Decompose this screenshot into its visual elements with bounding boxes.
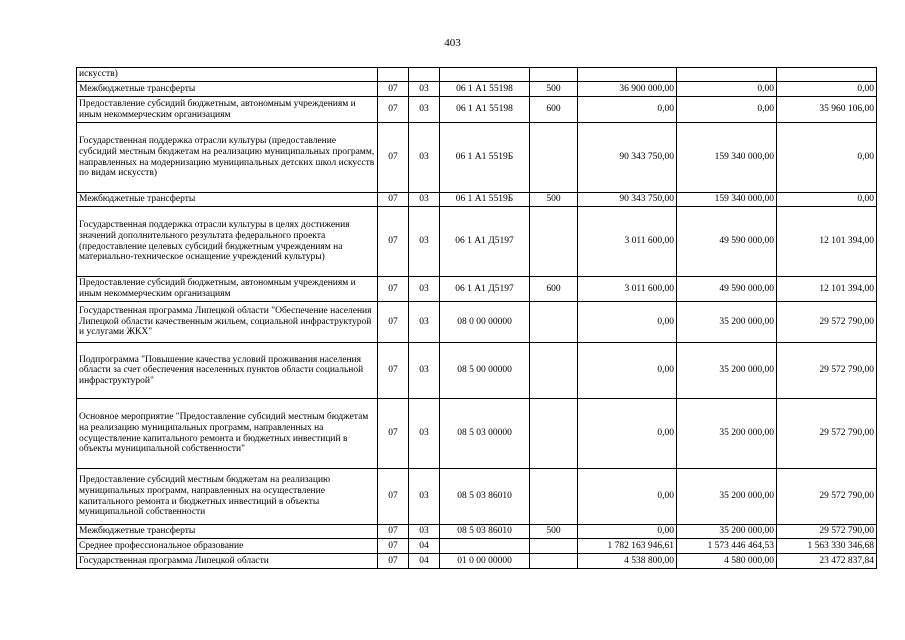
row-target-article: 06 1 А1 5519Б: [440, 123, 530, 193]
row-amount-1: 0,00: [578, 97, 677, 123]
row-amount-2: 159 340 000,00: [677, 123, 777, 193]
row-amount-3: [777, 68, 877, 82]
row-name: Государственная программа Липецкой области: [77, 554, 378, 569]
row-razdel: 07: [378, 469, 409, 525]
row-razdel: 07: [378, 343, 409, 399]
row-amount-1: [578, 68, 677, 82]
row-expense-type: [530, 343, 578, 399]
row-podrazdel: 03: [409, 123, 440, 193]
row-expense-type: 500: [530, 525, 578, 539]
row-amount-2: 35 200 000,00: [677, 399, 777, 469]
table-row: [77, 399, 877, 469]
row-podrazdel: 03: [409, 277, 440, 302]
row-razdel: 07: [378, 399, 409, 469]
row-target-article: 01 0 00 00000: [440, 554, 530, 569]
row-expense-type: [530, 399, 578, 469]
row-amount-1: 0,00: [578, 302, 677, 343]
row-amount-2: 49 590 000,00: [677, 207, 777, 277]
row-podrazdel: 04: [409, 539, 440, 554]
row-amount-2: 49 590 000,00: [677, 277, 777, 302]
row-amount-1: 0,00: [578, 399, 677, 469]
row-podrazdel: 03: [409, 399, 440, 469]
row-expense-type: [530, 123, 578, 193]
row-expense-type: 500: [530, 193, 578, 207]
row-expense-type: 600: [530, 277, 578, 302]
row-target-article: 06 1 А1 55198: [440, 82, 530, 97]
row-expense-type: 500: [530, 82, 578, 97]
row-amount-1: 4 538 800,00: [578, 554, 677, 569]
row-name: Предоставление субсидий бюджетным, автономным учреждениям и иным некоммерческим организациям: [77, 277, 378, 302]
row-name: Межбюджетные трансферты: [77, 525, 378, 539]
row-amount-3: 0,00: [777, 123, 877, 193]
row-target-article: [440, 539, 530, 554]
table-row: [77, 525, 877, 539]
budget-table: [76, 67, 877, 569]
table-row: [77, 82, 877, 97]
row-razdel: 07: [378, 525, 409, 539]
row-name: Государственная программа Липецкой области "Обеспечение населения Липецкой области качественным жильем, социальной инфраструктурой и услугами ЖКХ": [77, 302, 378, 343]
row-name: Государственная поддержка отрасли культуры (предоставление субсидий местным бюджетам на реализацию муниципальных программ, направленных на модернизацию муниципальных детских школ искусств по видам искусств): [77, 123, 378, 193]
row-amount-1: 1 782 163 946,61: [578, 539, 677, 554]
row-razdel: [378, 68, 409, 82]
row-amount-1: 0,00: [578, 469, 677, 525]
row-name: Государственная поддержка отрасли культуры в целях достижения значений дополнительного результата федерального проекта (предоставление целевых субсидий бюджетным учреждениям на материально-техническое оснащение учреждений культуры): [77, 207, 378, 277]
row-amount-3: 0,00: [777, 82, 877, 97]
row-name: Межбюджетные трансферты: [77, 193, 378, 207]
table-row: [77, 277, 877, 302]
row-name: Основное мероприятие "Предоставление субсидий местным бюджетам на реализацию муниципальных программ, направленных на осуществление капитального ремонта и бюджетных инвестиций в объекты муниципальной собственности": [77, 399, 378, 469]
row-amount-1: 3 011 600,00: [578, 277, 677, 302]
row-target-article: 08 0 00 00000: [440, 302, 530, 343]
row-amount-2: 159 340 000,00: [677, 193, 777, 207]
row-target-article: 08 5 03 86010: [440, 469, 530, 525]
table-row: [77, 539, 877, 554]
row-razdel: 07: [378, 123, 409, 193]
row-razdel: 07: [378, 82, 409, 97]
row-razdel: 07: [378, 193, 409, 207]
table-row: [77, 68, 877, 82]
row-podrazdel: [409, 68, 440, 82]
row-amount-2: 0,00: [677, 97, 777, 123]
row-amount-2: 1 573 446 464,53: [677, 539, 777, 554]
table-row: [77, 469, 877, 525]
row-amount-1: 0,00: [578, 343, 677, 399]
row-name: Межбюджетные трансферты: [77, 82, 378, 97]
row-razdel: 07: [378, 554, 409, 569]
row-podrazdel: 03: [409, 469, 440, 525]
row-amount-3: 29 572 790,00: [777, 399, 877, 469]
row-expense-type: [530, 302, 578, 343]
row-expense-type: [530, 207, 578, 277]
row-amount-1: 90 343 750,00: [578, 193, 677, 207]
row-amount-2: 35 200 000,00: [677, 302, 777, 343]
row-amount-3: 29 572 790,00: [777, 302, 877, 343]
row-name: искусств): [77, 68, 378, 82]
row-amount-1: 36 900 000,00: [578, 82, 677, 97]
row-target-article: 08 5 03 00000: [440, 399, 530, 469]
row-name: Предоставление субсидий местным бюджетам на реализацию муниципальных программ, направленных на осуществление капитального ремонта и бюджетных инвестиций в объекты муниципальной собственности: [77, 469, 378, 525]
row-name: Предоставление субсидий бюджетным, автономным учреждениям и иным некоммерческим организациям: [77, 97, 378, 123]
row-amount-3: 12 101 394,00: [777, 207, 877, 277]
row-amount-2: 35 200 000,00: [677, 469, 777, 525]
row-target-article: 06 1 А1 55198: [440, 97, 530, 123]
row-amount-2: 35 200 000,00: [677, 343, 777, 399]
row-amount-1: 90 343 750,00: [578, 123, 677, 193]
row-name: Среднее профессиональное образование: [77, 539, 378, 554]
row-expense-type: [530, 469, 578, 525]
row-amount-3: 29 572 790,00: [777, 469, 877, 525]
row-amount-2: 0,00: [677, 82, 777, 97]
table-row: [77, 302, 877, 343]
row-target-article: 06 1 А1 5519Б: [440, 193, 530, 207]
row-amount-3: 23 472 837,84: [777, 554, 877, 569]
table-row: [77, 343, 877, 399]
page-number: 403: [444, 37, 461, 49]
row-podrazdel: 03: [409, 302, 440, 343]
row-razdel: 07: [378, 539, 409, 554]
row-razdel: 07: [378, 302, 409, 343]
row-expense-type: [530, 539, 578, 554]
row-amount-3: 12 101 394,00: [777, 277, 877, 302]
row-target-article: 08 5 03 86010: [440, 525, 530, 539]
row-target-article: [440, 68, 530, 82]
row-amount-1: 0,00: [578, 525, 677, 539]
row-target-article: 08 5 00 00000: [440, 343, 530, 399]
table-row: [77, 193, 877, 207]
row-podrazdel: 04: [409, 554, 440, 569]
row-amount-3: 35 960 106,00: [777, 97, 877, 123]
row-expense-type: [530, 554, 578, 569]
table-row: [77, 207, 877, 277]
row-podrazdel: 03: [409, 207, 440, 277]
row-podrazdel: 03: [409, 82, 440, 97]
row-target-article: 06 1 А1 Д5197: [440, 207, 530, 277]
row-razdel: 07: [378, 97, 409, 123]
row-amount-2: 35 200 000,00: [677, 525, 777, 539]
table-row: [77, 123, 877, 193]
row-podrazdel: 03: [409, 343, 440, 399]
row-razdel: 07: [378, 277, 409, 302]
row-expense-type: 600: [530, 97, 578, 123]
row-podrazdel: 03: [409, 525, 440, 539]
row-amount-2: 4 580 000,00: [677, 554, 777, 569]
row-podrazdel: 03: [409, 97, 440, 123]
row-target-article: 06 1 А1 Д5197: [440, 277, 530, 302]
row-amount-3: 1 563 330 346,68: [777, 539, 877, 554]
row-amount-3: 29 572 790,00: [777, 525, 877, 539]
row-razdel: 07: [378, 207, 409, 277]
row-amount-2: [677, 68, 777, 82]
table-row: [77, 97, 877, 123]
row-name: Подпрограмма "Повышение качества условий проживания населения области за счет обеспечения населенных пунктов области социальной инфраструктурой": [77, 343, 378, 399]
table-body: [77, 68, 877, 569]
row-expense-type: [530, 68, 578, 82]
row-amount-1: 3 011 600,00: [578, 207, 677, 277]
row-amount-3: 29 572 790,00: [777, 343, 877, 399]
row-podrazdel: 03: [409, 193, 440, 207]
row-amount-3: 0,00: [777, 193, 877, 207]
table-row: [77, 554, 877, 569]
